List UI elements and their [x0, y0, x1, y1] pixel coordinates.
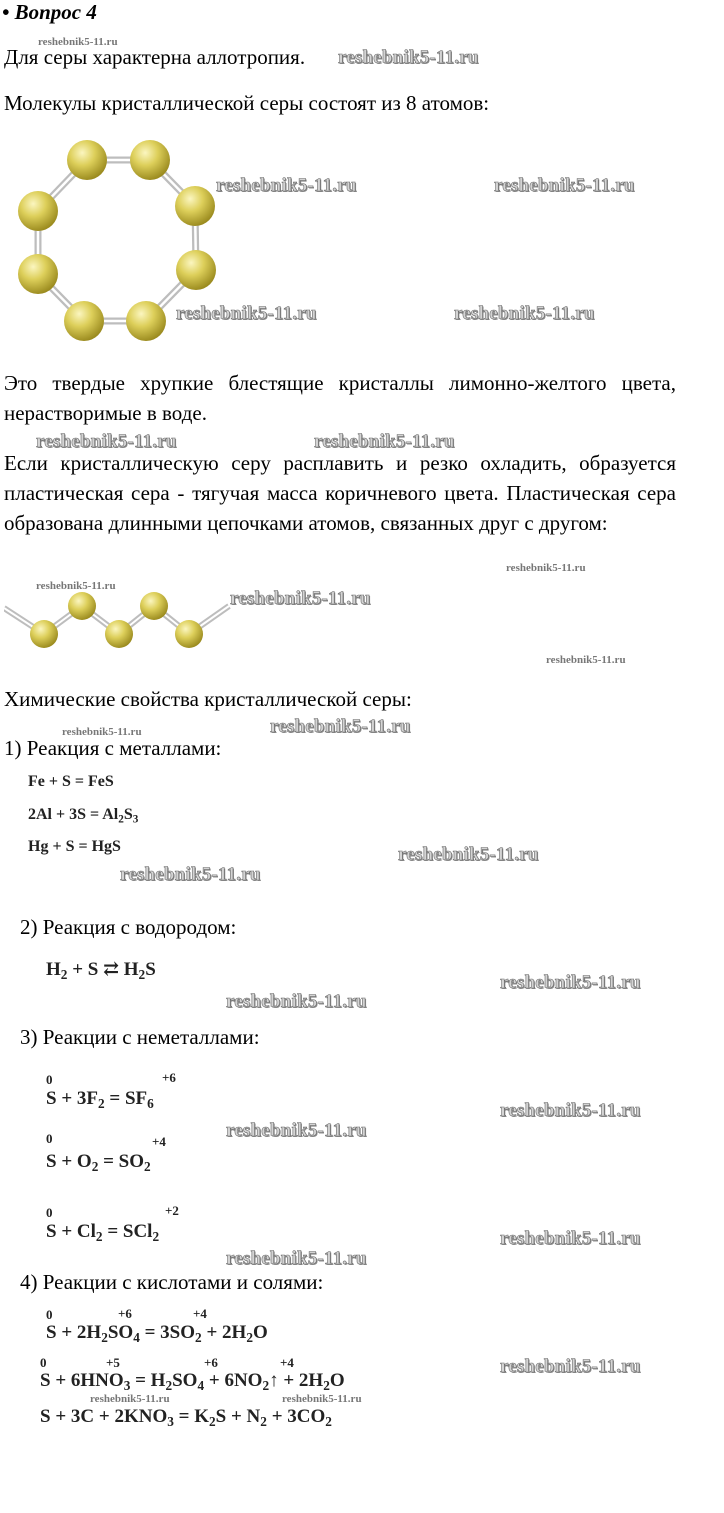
paragraph-crystal-properties: Это твердые хрупкие блестящие кристаллы лимонно-желтого цвета, нерастворимые в воде. [4, 371, 676, 425]
watermark: reshebnik5-11.ru [226, 991, 367, 1012]
watermark: reshebnik5-11.ru [230, 588, 371, 609]
paragraph-plastic-sulfur: Если кристаллическую серу расплавить и резко охладить, образуется пластическая сера - тягучая масса коричневого цвета. Пластическая сера образована длинными цепочками атомов, связанных друг с другом: [4, 451, 676, 535]
oxidation-state-label: 0 [46, 1131, 53, 1146]
oxidation-state-label: 0 [46, 1307, 53, 1322]
watermark-small: reshebnik5-11.ru [90, 1393, 170, 1405]
sulfur-atom [67, 140, 107, 180]
watermark-small: reshebnik5-11.ru [36, 580, 116, 592]
section-hydrogen-heading: 2) Реакция с водородом: [20, 915, 237, 939]
watermark: reshebnik5-11.ru [500, 1228, 641, 1249]
watermark: reshebnik5-11.ru [500, 1356, 641, 1377]
equation-s-o2: $S + O_2 = SO_2$ [46, 1151, 151, 1174]
watermark: reshebnik5-11.ru [120, 864, 261, 885]
equation-s-c-kno3: $S + 3C + 2KNO_3 = K_2S + N_2 + 3CO_2$ [40, 1406, 332, 1429]
watermark: reshebnik5-11.ru [338, 47, 479, 68]
oxidation-state-label: 0 [40, 1355, 47, 1370]
equation-s-h2so4: $S + 2H_2SO_4 = 3SO_2 + 2H_2O$ [46, 1322, 268, 1345]
paragraph-s8-intro: Молекулы кристаллической серы состоят из 8 атомов: [4, 91, 490, 115]
sulfur-atom [140, 592, 168, 620]
sulfur-atom [130, 140, 170, 180]
sulfur-atom [175, 186, 215, 226]
sulfur-atom [175, 620, 203, 648]
watermark: reshebnik5-11.ru [494, 175, 635, 196]
sulfur-atom [126, 301, 166, 341]
oxidation-state-label: +4 [152, 1134, 166, 1149]
sulfur-chain-molecule-diagram [4, 588, 244, 660]
watermark: reshebnik5-11.ru [398, 844, 539, 865]
sulfur-atom [18, 254, 58, 294]
watermark: reshebnik5-11.ru [270, 716, 411, 737]
section-metals-heading: 1) Реакция с металлами: [4, 736, 222, 760]
sulfur-atom [68, 592, 96, 620]
oxidation-state-label: +4 [280, 1355, 294, 1370]
watermark: reshebnik5-11.ru [36, 431, 177, 452]
sulfur-atom [64, 301, 104, 341]
section-nonmetals-heading: 3) Реакции с неметаллами: [20, 1025, 260, 1049]
watermark: reshebnik5-11.ru [500, 1100, 641, 1121]
sulfur-atom [105, 620, 133, 648]
oxidation-state-label: +5 [106, 1355, 120, 1370]
watermark-small: reshebnik5-11.ru [38, 36, 118, 48]
watermark: reshebnik5-11.ru [226, 1248, 367, 1269]
watermark: reshebnik5-11.ru [176, 303, 317, 324]
equation-h2-s: $H_2 + S$ ⇄ $H_2S$ [46, 959, 156, 982]
watermark-small: reshebnik5-11.ru [546, 654, 626, 666]
watermark: reshebnik5-11.ru [226, 1120, 367, 1141]
equation-al-s: $2Al + 3S = Al_2S_3$ [28, 806, 139, 826]
equation-fe-s: Fe + S = FeS [28, 773, 114, 790]
oxidation-state-label: +6 [118, 1306, 132, 1321]
watermark-small: reshebnik5-11.ru [506, 562, 586, 574]
oxidation-state-label: +2 [165, 1203, 179, 1218]
paragraph-allotropy: Для серы характерна аллотропия. [4, 45, 306, 69]
oxidation-state-label: +6 [204, 1355, 218, 1370]
watermark: reshebnik5-11.ru [454, 303, 595, 324]
watermark: reshebnik5-11.ru [314, 431, 455, 452]
equation-s-cl2: $S + Cl_2 = SCl_2$ [46, 1221, 160, 1244]
watermark: reshebnik5-11.ru [500, 972, 641, 993]
sulfur-atom [30, 620, 58, 648]
paragraph-chem-properties: Химические свойства кристаллической серы: [4, 687, 412, 711]
oxidation-state-label: +4 [193, 1306, 207, 1321]
oxidation-state-label: 0 [46, 1205, 53, 1220]
oxidation-state-label: 0 [46, 1072, 53, 1087]
oxidation-state-label: +6 [162, 1070, 176, 1085]
sulfur-atom [18, 191, 58, 231]
sulfur-atom [176, 250, 216, 290]
equation-hg-s: Hg + S = HgS [28, 838, 121, 855]
watermark: reshebnik5-11.ru [216, 175, 357, 196]
watermark-small: reshebnik5-11.ru [62, 726, 142, 738]
equation-s-hno3: $S + 6HNO_3 = H_2SO_4$ + $6NO_2↑ + 2H_2O$ [40, 1370, 345, 1393]
section-acids-heading: 4) Реакции с кислотами и солями: [20, 1270, 324, 1294]
watermark-small: reshebnik5-11.ru [282, 1393, 362, 1405]
equation-s-f2: $S + 3F_2 = SF_6$ [46, 1088, 154, 1111]
page-title: • Вопрос 4 [2, 0, 97, 24]
